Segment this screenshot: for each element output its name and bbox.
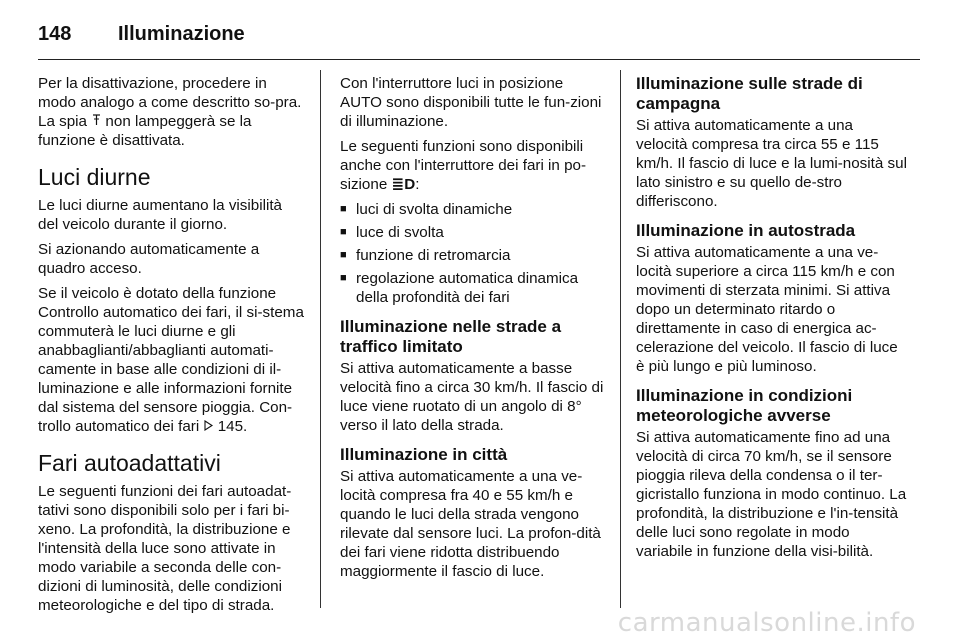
high-beam-indicator-icon — [91, 112, 101, 131]
heading-traffico-limitato: Illuminazione nelle strade a traffico limitato — [340, 317, 562, 356]
page-title: Illuminazione — [118, 22, 245, 45]
column-divider-2 — [620, 70, 621, 608]
page-reference-link[interactable]: 145. — [217, 418, 248, 435]
paragraph-luci-2: Si azionando automaticamente a quadro acceso. — [38, 241, 260, 277]
paragraph-deactivation: Per la disattivazione, procedere in modo analogo a come descritto so-pra. La spia non lampeggerà se la funzione è disattivata. — [38, 75, 302, 149]
watermark: carmanualsonline.info — [617, 608, 916, 638]
heading-luci-diurne: Luci diurne — [38, 164, 151, 190]
paragraph-luci-3: Se il veicolo è dotato della funzione Controllo automatico dei fari, il si-stema commuterà le luci diurne e gli anabbaglianti/abbaglianti automati-camente in base alle condizioni di il-luminazione e alle informazioni fornite dal sistema del sensore pioggia. Con-trollo automatico dei fari 145. — [38, 285, 304, 435]
heading-autostrada: Illuminazione in autostrada — [636, 221, 856, 240]
list-item: ■ luci di svolta dinamiche — [340, 200, 608, 219]
heading-campagna: Illuminazione sulle strade di campagna — [636, 74, 863, 113]
list-item: ■ funzione di retromarcia — [340, 246, 608, 265]
column-3 — [636, 74, 908, 567]
paragraph-autostrada: Si attiva automaticamente a una ve-locità superiore a circa 115 km/h e con movimenti di sterzata minimi. Si attiva dopo un determinato ritardo o direttamente in caso di energica ac-celerazione del veicolo. Il fascio di luce è più lungo e più luminoso. — [636, 244, 898, 375]
header-rule — [38, 59, 920, 60]
list-item: ■ regolazione automatica dinamica della profondità dei fari — [340, 269, 608, 307]
column-2 — [340, 74, 608, 587]
headlight-symbol-icon: ≣D — [391, 176, 416, 193]
list-item: ■ luce di svolta — [340, 223, 608, 242]
column-divider-1 — [320, 70, 321, 608]
paragraph-auto-switch: Con l'interruttore luci in posizione AUTO sono disponibili tutte le fun-zioni di illuminazione. — [340, 75, 602, 130]
paragraph-headlight-position: Le seguenti funzioni sono disponibili anche con l'interruttore dei fari in po-sizione ≣D: — [340, 138, 587, 193]
paragraph-traffico: Si attiva automaticamente a basse velocità fino a circa 30 km/h. Il fascio di luce viene ruotato di un angolo di 8° verso il lato della strada. — [340, 360, 604, 434]
paragraph-fari: Le seguenti funzioni dei fari autoadat-tativi sono disponibili solo per i fari bi-xeno. La profondità, la distribuzione e l'intensità della luce sono attivate in modo variabile a seconda delle con-dizioni di luminosità, delle condizioni meteorologiche e del tipo di strada. — [38, 483, 292, 614]
heading-citta: Illuminazione in città — [340, 445, 508, 464]
paragraph-citta: Si attiva automaticamente a una ve-locità compresa fra 40 e 55 km/h e quando le luci della strada vengono rilevate dal sensore luci. La profon-dità dei fari viene ridotta distribuendo maggiormente il fascio di luce. — [340, 468, 601, 580]
page-header — [38, 14, 245, 54]
auto-label: AUTO — [340, 94, 382, 111]
page-number: 148 — [38, 22, 72, 45]
heading-fari-autoadattativi: Fari autoadattativi — [38, 450, 221, 476]
heading-meteo-avverso: Illuminazione in condizioni meteorologiche avverse — [636, 386, 853, 425]
page-reference-arrow-icon — [203, 417, 213, 436]
column-1 — [38, 74, 306, 621]
paragraph-luci-1: Le luci diurne aumentano la visibilità del veicolo durante il giorno. — [38, 197, 282, 233]
paragraph-meteo: Si attiva automaticamente fino ad una velocità di circa 70 km/h, se il sensore pioggia rileva della condensa o il ter-gicristallo funziona in modo continuo. La profondità, la distribuzione e l'in-tensità delle luci sono regolate in modo variabile in funzione della visi-bilità. — [636, 429, 907, 560]
function-list — [340, 200, 608, 307]
paragraph-campagna: Si attiva automaticamente a una velocità compresa tra circa 55 e 115 km/h. Il fascio di luce e la lumi-nosità sul lato sinistro e su quello de-stro differiscono. — [636, 117, 907, 210]
